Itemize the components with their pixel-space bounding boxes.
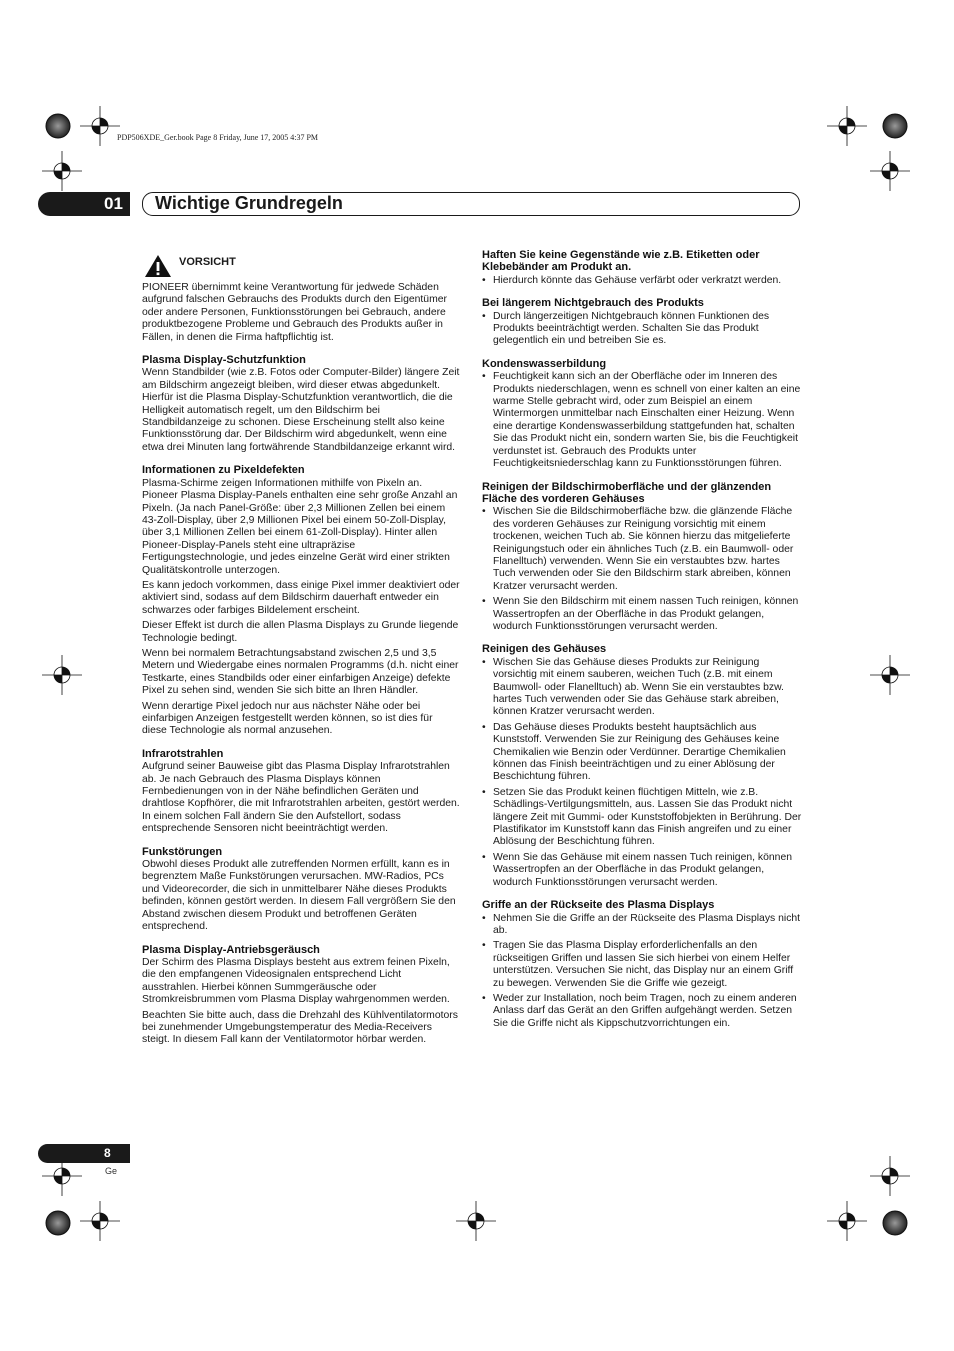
section-heading: Infrarotstrahlen bbox=[142, 747, 224, 760]
chapter-title: Wichtige Grundregeln bbox=[155, 193, 343, 213]
chapter-tab bbox=[38, 192, 130, 216]
section-heading: Plasma Display-Schutzfunktion bbox=[142, 354, 306, 367]
paragraph: Beachten Sie bitte auch, dass die Drehzahl des Kühlventilatormotors bei zunehmender Umgebungstemperatur des Media-Receivers steigt. In diesem Fall kann der Ventilatormotor hörbar werden. bbox=[142, 1009, 458, 1046]
list-item: • Wischen Sie das Gehäuse dieses Produkts zur Reinigung vorsichtig mit einem sauberen, weichen Tuch (z.B. mit einem Baumwoll- oder Flanelltuch) ab. Wenn Sie ein verstaubtes bzw. hartes Tuch verwenden oder Sie das Gehäuse stark abreiben, können Kratzer verursacht werden. bbox=[482, 657, 802, 719]
print-mark: PDP506XDE_Ger.book Page 8 Friday, June 17, 2005 4:37 PM bbox=[117, 133, 319, 142]
language-code: Ge bbox=[105, 1166, 118, 1176]
paragraph: Dieser Effekt ist durch die allen Plasma Displays zu Grunde liegende Technologie bedingt. bbox=[142, 620, 459, 644]
list-item: • Weder zur Installation, noch beim Tragen, noch zu einem anderen Anlass darf das Gerät an den Griffen aufgehängt werden. Setzen Sie die Griffe nicht als Kippschutzvorrichtungen ein. bbox=[482, 993, 802, 1030]
section-gehaeusereinigung bbox=[482, 643, 802, 889]
section-griffe bbox=[482, 899, 802, 1030]
page-number: 8 bbox=[104, 1146, 111, 1160]
list-item: • Nehmen Sie die Griffe an der Rückseite des Plasma Displays nicht ab. bbox=[482, 913, 802, 938]
paragraph: Es kann jedoch vorkommen, dass einige Pixel immer deaktiviert oder aktiviert sind, sodass auf dem Bildschirm dauerhaft entweder ein schwarzes oder farbiges Bildelement erscheint. bbox=[142, 579, 460, 616]
section-heading: Bei längerem Nichtgebrauch des Produkts bbox=[482, 297, 704, 310]
page-number-tab bbox=[38, 1144, 130, 1163]
paragraph: Obwohl dieses Produkt alle zutreffenden Normen erfüllt, kann es in begrenztem Maße Funkstörungen verursachen. MW-Radios, PCs und Videorecorder, die sich in unmittelbarer Nähe dieses Produkts befinden, können gestört werden. In diesem Fall vergrößern Sie den Abstand zwischen diesem Produkt und betroffenen Geräten entsprechend. bbox=[142, 859, 456, 933]
section-bildschirmreinigung bbox=[482, 481, 802, 634]
list-item: • Wenn Sie den Bildschirm mit einem nassen Tuch reinigen, können Wassertropfen an der Oberfläche in das Produkt gelangen, wodurch Funktionsstörungen verursacht werden. bbox=[482, 596, 802, 633]
caution-text: PIONEER übernimmt keine Verantwortung für jedwede Schäden aufgrund falschen Gebrauchs des Produkts durch den Eigentümer oder andere Personen, Funktionsstörungen bei Gebrauch, andere produktbezogene Probleme und Gebrauch des Produkts außer in Fällen, in denen die Firma haftpflichtig ist. bbox=[142, 282, 447, 343]
chapter-title-frame bbox=[142, 192, 800, 216]
section-heading: Griffe an der Rückseite des Plasma Displays bbox=[482, 899, 715, 912]
paragraph: Aufgrund seiner Bauweise gibt das Plasma Display Infrarotstrahlen ab. Je nach Gebrauch des Plasma Displays können Fernbedienungen von in der Nähe befindlichen Geräten und drahtlose Kopfhörer, die mit Infrarotstrahlen arbeiten, gestört werden. In einem solchen Fall ändern Sie den Aufstellort, sodass entsprechende Sensoren nicht beeinträchtigt werden. bbox=[142, 761, 460, 835]
paragraph: Der Schirm des Plasma Displays besteht aus extrem feinen Pixeln, die den empfangenen Videosignalen entsprechend Licht ausstrahlen. Hierbei können Summgeräusche oder Stromkreisbrummen vom Plasma Display wahrgenommen werden. bbox=[142, 956, 450, 1006]
list-item: • Durch längerzeitigen Nichtgebrauch können Funktionen des Produkts beeinträchtigt werden. Schalten Sie das Produkt gelegentlich ein und betreiben Sie es. bbox=[482, 311, 802, 348]
paragraph: Wenn bei normalem Betrachtungsabstand zwischen 2,5 und 3,5 Metern und Wiedergabe eines normalen Programms (d.h. nicht einer Testkarte, eines Standbilds oder einer einfarbigen Anzeige) defekte Pixel zu sehen sind, wenden Sie sich bitte an Ihren Händler. bbox=[142, 647, 459, 697]
bullet-list bbox=[482, 311, 802, 348]
section-heading: Informationen zu Pixeldefekten bbox=[142, 464, 305, 477]
list-item: • Hierdurch könnte das Gehäuse verfärbt oder verkratzt werden. bbox=[482, 275, 802, 287]
bullet-list bbox=[482, 913, 802, 1031]
section-infrarotstrahlen bbox=[142, 748, 460, 836]
right-column bbox=[482, 249, 802, 1040]
warning-triangle-icon bbox=[144, 254, 172, 278]
chapter-header bbox=[38, 192, 800, 216]
section-pixeldefekte bbox=[142, 464, 460, 738]
list-item: • Feuchtigkeit kann sich an der Oberfläche oder im Inneren des Produkts niederschlagen, wenn es schnell von einer kalten an eine warme Stelle gebracht wird, oder zum Beispiel an einem Wintermorgen unmittelbar nach Einschalten einer Heizung. Wenn eine derartige Kondenswasserbildung stattgefunden hat, schalten Sie das Produkt nicht ein, sondern warten Sie, bis die Feuchtigkeit verdunstet ist. Gebrauch des Produkts unter Feuchtigkeitsniederschlag kann zu Funktionsstörungen führen. bbox=[482, 371, 802, 470]
section-heading: Reinigen der Bildschirmoberfläche und der glänzenden Fläche des vorderen Gehäuses bbox=[482, 480, 772, 505]
bullet-list bbox=[482, 506, 802, 633]
section-schutzfunktion bbox=[142, 354, 460, 454]
section-heading: Funkstörungen bbox=[142, 845, 223, 858]
section-antriebsgeraeusch bbox=[142, 944, 460, 1047]
list-item: • Das Gehäuse dieses Produkts besteht hauptsächlich aus Kunststoff. Verwenden Sie zur Reinigung des Gehäuses keine Chemikalien wie Benzin oder Verdünner. Derartige Chemikalien können das Finish beeinträchtigen und zu einer Ablösung der Beschichtung führen. bbox=[482, 722, 802, 784]
caution-label: VORSICHT bbox=[179, 256, 236, 268]
list-item: • Wischen Sie die Bildschirmoberfläche bzw. die glänzende Fläche des vorderen Gehäuses zur Reinigung vorsichtig mit einem trockenen, weichen Tuch ab. Sie können hierzu das mitgelieferte Reinigungstuch oder ein ähnliches Tuch (z.B. ein Baumwoll- oder Flanelltuch) verwenden. Wenn Sie ein verstaubtes bzw. hartes Tuch verwenden oder Sie den Bildschirm stark abreiben, können Kratzer verursacht werden. bbox=[482, 506, 802, 593]
paragraph: Plasma-Schirme zeigen Informationen mithilfe von Pixeln an. Pioneer Plasma Display-Panels enthalten eine sehr große Anzahl an Pixeln. (Ja nach Panel-Größe: über 2,3 Millionen Zellen bei einem 43-Zoll-Display, über 2,9 Millionen Pixel bei einem 50-Zoll-Display, über 3,1 Millionen Zellen bei einem 61-Zoll-Display). Hinter allen Pioneer-Display-Panels steht eine ultrapräzise Fertigungstechnologie, und jedes einzelne Gerät wird einer strikten Qualitätskontrolle unterzogen. bbox=[142, 477, 458, 576]
caution-block bbox=[142, 252, 460, 344]
list-item: • Wenn Sie das Gehäuse mit einem nassen Tuch reinigen, können Wassertropfen an der Oberfläche in das Produkt gelangen, wodurch Funktionsstörungen verursacht werden. bbox=[482, 852, 802, 889]
section-heading: Reinigen des Gehäuses bbox=[482, 643, 607, 656]
section-etiketten bbox=[482, 249, 802, 287]
chapter-number: 01 bbox=[104, 194, 123, 213]
paragraph: Wenn derartige Pixel jedoch nur aus nächster Nähe oder bei einfarbigen Anzeigen festgestellt werden können, so ist dies für diese Technologie als normal anzusehen. bbox=[142, 700, 433, 737]
bullet-list bbox=[482, 371, 802, 470]
section-funkstoerungen bbox=[142, 846, 460, 934]
bullet-list bbox=[482, 275, 802, 287]
section-heading: Haften Sie keine Gegenstände wie z.B. Etiketten oder Klebebänder am Produkt an. bbox=[482, 249, 760, 274]
bullet-list bbox=[482, 657, 802, 889]
section-nichtgebrauch bbox=[482, 297, 802, 348]
paragraph: Wenn Standbilder (wie z.B. Fotos oder Computer-Bilder) längere Zeit am Bildschirm angezeigt bleiben, wird dieser etwas abgedunkelt. Hierfür ist die Plasma Display-Schutzfunktion verantwortlich, die die Helligkeit automatisch regelt, um den Bildschirm bei Standbildanzeige zu schonen. Diese Erscheinung stellt also keine Funktionsstörung dar. Der Bildschirm wird abgedunkelt, wenn eine etwa drei Minuten lang fortwährende Standbildanzeige erkannt wird. bbox=[142, 367, 460, 453]
list-item: • Setzen Sie das Produkt keinen flüchtigen Mitteln, wie z.B. Schädlings-Vertilgungsmitteln, aus. Lassen Sie das Produkt nicht längere Zeit mit Gummi- oder Kunststoffobjekten in Berührung. Der Plastifikator im Kunststoff kann das Finish angreifen und zu einer Ablösung der Beschichtung führen. bbox=[482, 787, 802, 849]
list-item: • Tragen Sie das Plasma Display erforderlichenfalls an den rückseitigen Griffen und lassen Sie sich hierbei von einem Helfer unterstützen. Versuchen Sie nicht, das Display nur an einem Griff zu bewegen. Verwenden Sie die Griffe wie gezeigt. bbox=[482, 940, 802, 990]
section-kondenswasser bbox=[482, 358, 802, 471]
left-column bbox=[142, 252, 460, 1057]
section-heading: Plasma Display-Antriebsgeräusch bbox=[142, 943, 320, 956]
section-heading: Kondenswasserbildung bbox=[482, 357, 607, 370]
